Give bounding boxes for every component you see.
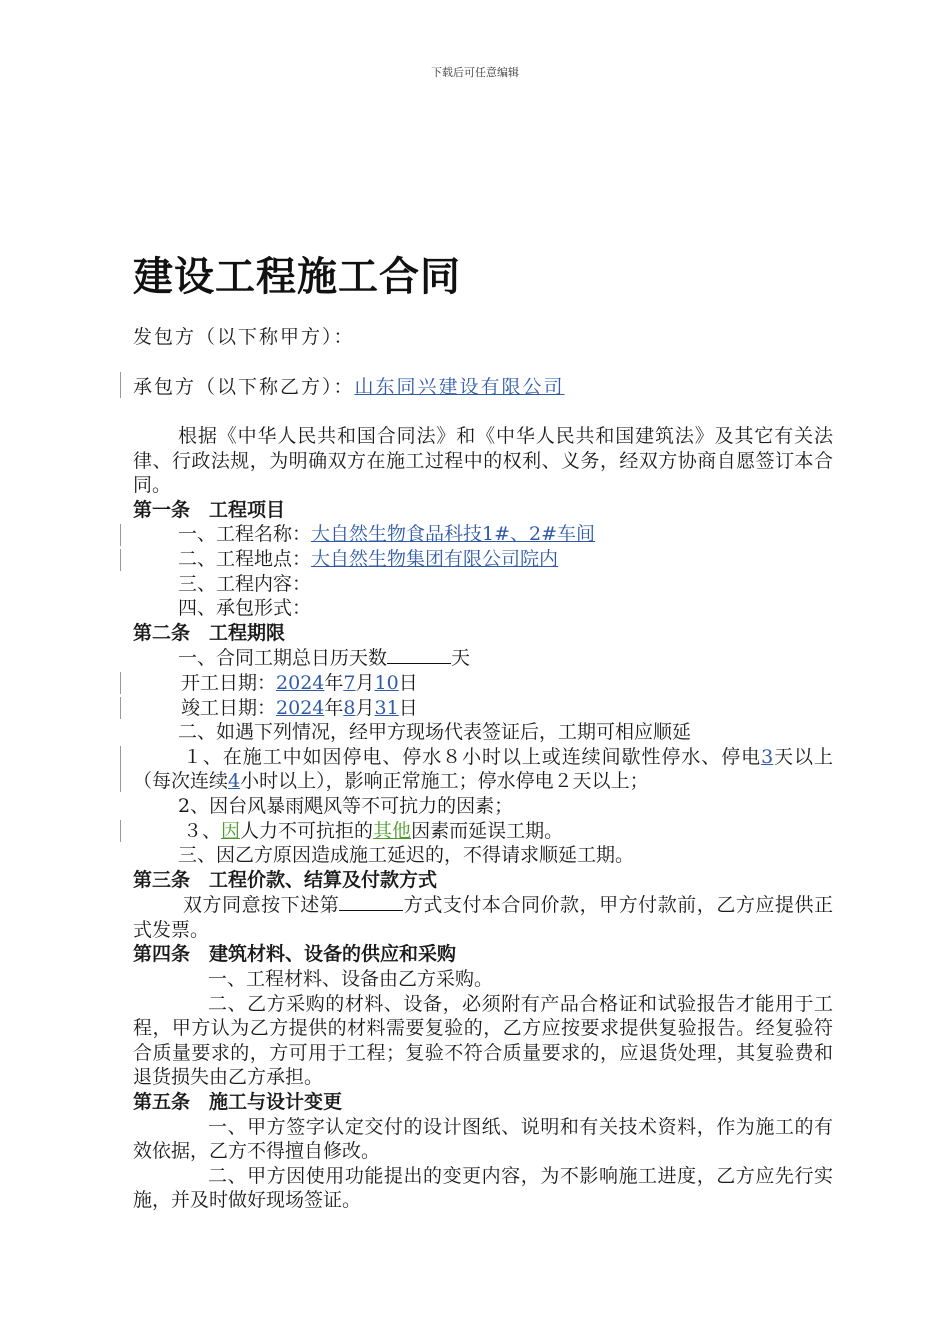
end-year[interactable]: 2024 bbox=[276, 696, 325, 719]
payment-text-a: 双方同意按下述第 bbox=[183, 894, 340, 917]
case-1-text-a: １、在施工中如因停电、停水８小时以上或连续间歇性停水、停电 bbox=[183, 745, 762, 768]
party-a-label: 发包方（以下称甲方）： bbox=[133, 326, 355, 348]
project-name-label: 一、工程名称： bbox=[178, 523, 312, 546]
materials-item-1: 一、工程材料、设备由乙方采购。 bbox=[208, 968, 494, 991]
party-b-value[interactable]: 山东同兴建设有限公司 bbox=[354, 376, 565, 398]
section-3-title: 第三条 工程价款、结算及付款方式 bbox=[133, 868, 438, 891]
revision-bar bbox=[120, 697, 121, 719]
payment-paragraph bbox=[133, 892, 833, 942]
contract-body bbox=[133, 424, 833, 1213]
start-date-line bbox=[133, 671, 833, 696]
project-site-line bbox=[133, 547, 833, 572]
end-date-label: 竣工日期： bbox=[181, 696, 277, 719]
delay-clause: 三、因乙方原因造成施工延迟的，不得请求顺延工期。 bbox=[178, 844, 635, 867]
start-month[interactable]: 7 bbox=[343, 671, 356, 694]
project-site-value[interactable]: 大自然生物集团有限公司院内 bbox=[311, 547, 559, 570]
case-1-hours[interactable]: 4 bbox=[228, 770, 241, 793]
section-5-title: 第五条 施工与设计变更 bbox=[133, 1091, 343, 1114]
duration-line bbox=[133, 645, 833, 671]
year-unit: 年 bbox=[324, 696, 344, 719]
end-date-line bbox=[133, 696, 833, 721]
revision-bar bbox=[120, 746, 121, 792]
case-1 bbox=[133, 745, 833, 794]
section-2-title: 第二条 工程期限 bbox=[133, 621, 286, 644]
month-unit: 月 bbox=[355, 696, 375, 719]
case-1-text-b: 天以上（每次连续 bbox=[133, 745, 833, 793]
extension-intro: 二、如遇下列情况，经甲方现场代表签证后，工期可相应顺延 bbox=[178, 721, 692, 744]
design-item-2: 二、甲方因使用功能提出的变更内容，为不影响施工进度，乙方应先行实施，并及时做好现场签证。 bbox=[133, 1164, 833, 1212]
case-3-text-b: 因素而延误工期。 bbox=[411, 819, 564, 842]
project-content-line: 三、工程内容： bbox=[178, 572, 312, 595]
duration-label: 一、合同工期总日历天数 bbox=[178, 647, 388, 670]
duration-blank[interactable] bbox=[387, 645, 451, 664]
case-1-days[interactable]: 3 bbox=[761, 745, 774, 768]
header-note: 下载后可任意编辑 bbox=[431, 66, 519, 79]
project-name-line bbox=[133, 522, 833, 547]
start-day[interactable]: 10 bbox=[374, 671, 399, 694]
day-unit: 日 bbox=[398, 696, 418, 719]
end-month[interactable]: 8 bbox=[343, 696, 356, 719]
revision-bar bbox=[120, 524, 121, 546]
section-1-title: 第一条 工程项目 bbox=[133, 498, 286, 521]
case-3-num: ３、 bbox=[183, 819, 222, 842]
party-a-line bbox=[133, 322, 355, 349]
project-name-value[interactable]: 大自然生物食品科技1#、2#车间 bbox=[311, 523, 596, 546]
party-b-label: 承包方（以下称乙方）： bbox=[133, 376, 355, 398]
contract-form-line: 四、承包形式： bbox=[178, 597, 312, 620]
day-unit: 日 bbox=[398, 671, 418, 694]
case-2: 2、因台风暴雨飓风等不可抗力的因素； bbox=[178, 794, 514, 817]
project-site-label: 二、工程地点： bbox=[178, 547, 312, 570]
case-3-text-a: 人力不可抗拒的 bbox=[240, 819, 374, 842]
case-3-edit-b[interactable]: 其他 bbox=[373, 819, 412, 842]
payment-text-b: 方式支付本合同价款，甲方付款前，乙方应提供正式发票。 bbox=[133, 894, 833, 941]
materials-item-2: 二、乙方采购的材料、设备，必须附有产品合格证和试验报告才能用于工程，甲方认为乙方提供的材料需要复验的，乙方应按要求提供复验报告。经复验符合质量要求的，方可用于工程；复验不符合质量要求的，应退货处理，其复验费和退货损失由乙方承担。 bbox=[133, 992, 833, 1089]
end-day[interactable]: 31 bbox=[374, 696, 399, 719]
revision-bar bbox=[120, 549, 121, 571]
case-1-text-c: 小时以上），影响正常施工；停水停电２天以上； bbox=[240, 770, 649, 793]
revision-bar bbox=[120, 372, 121, 398]
case-3-edit-a[interactable]: 因 bbox=[221, 819, 241, 842]
start-year[interactable]: 2024 bbox=[276, 671, 325, 694]
party-b-line bbox=[133, 372, 565, 399]
revision-bar bbox=[120, 820, 121, 842]
section-4-title: 第四条 建筑材料、设备的供应和采购 bbox=[133, 943, 457, 966]
case-3 bbox=[133, 819, 833, 844]
year-unit: 年 bbox=[324, 671, 344, 694]
start-date-label: 开工日期： bbox=[181, 671, 277, 694]
design-item-1: 一、甲方签字认定交付的设计图纸、说明和有关技术资料，作为施工的有效依据，乙方不得擅自修改。 bbox=[133, 1115, 833, 1163]
duration-unit: 天 bbox=[451, 647, 471, 670]
document-title: 建设工程施工合同 bbox=[133, 253, 461, 300]
intro-paragraph: 根据《中华人民共和国合同法》和《中华人民共和国建筑法》及其它有关法律、行政法规，为明确双方在施工过程中的权利、义务，经双方协商自愿签订本合同。 bbox=[133, 425, 833, 497]
month-unit: 月 bbox=[355, 671, 375, 694]
revision-bar bbox=[120, 672, 121, 694]
payment-method-blank[interactable] bbox=[339, 892, 403, 911]
